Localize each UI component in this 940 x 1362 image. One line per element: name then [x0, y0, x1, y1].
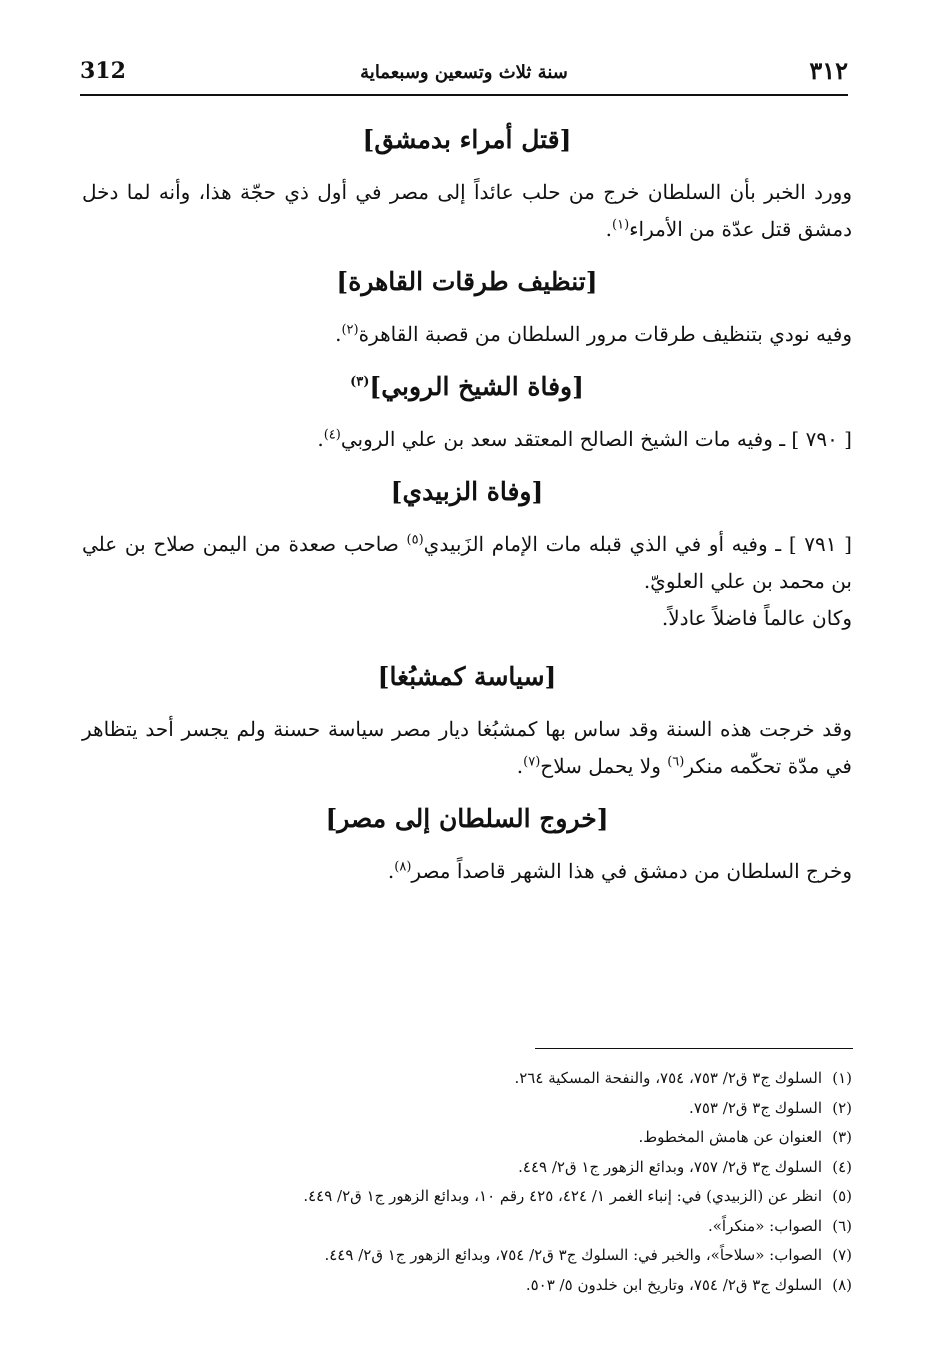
- footnote-text: السلوك ج٣ ق٢/ ٧٥٣.: [689, 1098, 822, 1117]
- header-rule: [80, 94, 848, 96]
- paragraph: [82, 711, 852, 785]
- section-heading: [تنظيف طرقات القاهرة]: [336, 267, 598, 296]
- footnote: [150, 1123, 852, 1153]
- footnote-mark: (٢): [832, 1098, 852, 1117]
- page-number-arabic: ٣١٢: [809, 56, 848, 85]
- section-heading: [خروج السلطان إلى مصر]: [325, 804, 609, 833]
- footnote-mark: (٣): [832, 1128, 852, 1146]
- footnote-mark: (٥): [832, 1187, 852, 1205]
- footnote-ref[interactable]: (٣): [350, 374, 370, 390]
- section-heading: [82, 365, 852, 409]
- footnote-mark: (١): [832, 1069, 852, 1087]
- paragraph: [82, 174, 852, 248]
- paragraph-text: ولا يحمل سلاح: [540, 754, 661, 778]
- footnote-ref[interactable]: (٦): [667, 754, 685, 770]
- footnote-ref[interactable]: (٤): [323, 427, 341, 443]
- paragraph-text: وورد الخبر بأن السلطان خرج من حلب عائداً إلى مصر في أول ذي حجّة هذا، وأنه لما دخل دمشق قتل عدّة من الأمراء: [82, 180, 852, 241]
- running-header: [80, 56, 848, 96]
- footnote-ref[interactable]: (٨): [394, 859, 412, 875]
- footnote: [150, 1212, 852, 1242]
- footnote-ref[interactable]: (٧): [523, 754, 541, 770]
- footnotes: [150, 1064, 852, 1300]
- footnote: [150, 1241, 852, 1271]
- section-heading: [قتل أمراء بدمشق]: [362, 125, 572, 154]
- footnote-mark: (٦): [832, 1216, 852, 1235]
- paragraph: [82, 853, 852, 890]
- footnote-text: السلوك ج٣ ق٢/ ٧٥٣، ٧٥٤، والنفحة المسكية ٢٦٤.: [514, 1069, 822, 1087]
- footnote-ref[interactable]: (٢): [341, 322, 359, 338]
- paragraph: وكان عالماً فاضلاً عادلاً.: [661, 606, 852, 630]
- footnote-text: الصواب: «سلاحاً»، والخبر في: السلوك ج٣ ق٢/ ٧٥٤، وبدائع الزهور ج١ ق٢/ ٤٤٩.: [324, 1246, 822, 1264]
- footnote-text: السلوك ج٣ ق٢/ ٧٥٤، وتاريخ ابن خلدون ٥/ ٥٠٣.: [525, 1275, 822, 1294]
- paragraph-tail: .: [335, 322, 342, 346]
- footnote: [150, 1094, 852, 1124]
- paragraph-text: وخرج السلطان من دمشق في هذا الشهر قاصداً مصر: [411, 859, 852, 883]
- footnote: [150, 1153, 852, 1183]
- footnote-mark: (٨): [832, 1275, 852, 1294]
- paragraph-text: [ ٧٩١ ] ـ وفيه أو في الذي قبله مات الإمام الزَبيدي: [423, 532, 852, 556]
- paragraph-text: صاحب صعدة من اليمن صلاح بن علي بن محمد بن علي العلويّ.: [82, 532, 852, 593]
- section-heading: [سياسة كمشبُغا]: [377, 662, 557, 691]
- footnote-separator: [535, 1048, 853, 1049]
- paragraph: [82, 526, 852, 600]
- paragraph: [82, 421, 852, 458]
- footnote: [150, 1182, 852, 1212]
- footnote-mark: (٤): [832, 1157, 852, 1176]
- footnote-mark: (٧): [832, 1246, 852, 1264]
- paragraph-text: [ ٧٩٠ ] ـ وفيه مات الشيخ الصالح المعتقد سعد بن علي الروبي: [340, 427, 852, 451]
- paragraph-tail: .: [317, 427, 324, 451]
- paragraph-tail: .: [387, 859, 395, 883]
- footnote-text: الصواب: «منكراً».: [707, 1216, 822, 1235]
- paragraph: [82, 316, 852, 353]
- section-heading: [وفاة الزبيدي]: [390, 477, 544, 506]
- footnote-text: العنوان عن هامش المخطوط.: [638, 1128, 822, 1146]
- paragraph-text: وقد خرجت هذه السنة وقد ساس بها كمشبُغا ديار مصر سياسة حسنة ولم يجسر أحد يتظاهر في مدّة تحكّمه منكر: [82, 717, 852, 778]
- footnote: [150, 1271, 852, 1301]
- footnote-ref[interactable]: (٥): [406, 532, 424, 548]
- footnote-ref[interactable]: (١): [612, 217, 630, 233]
- main-text: [82, 118, 852, 890]
- paragraph-text: وفيه نودي بتنظيف طرقات مرور السلطان من قصبة القاهرة: [358, 322, 852, 346]
- section-heading-text: [وفاة الشيخ الروبي]: [369, 372, 584, 401]
- footnote: [150, 1064, 852, 1094]
- footnote-text: انظر عن (الزبيدي) في: إنباء الغمر ١/ ٤٢٤، ٤٢٥ رقم ١٠، وبدائع الزهور ج١ ق٢/ ٤٤٩.: [303, 1187, 822, 1205]
- running-title: سنة ثلاث وتسعين وسبعماية: [360, 62, 568, 83]
- paragraph-tail: .: [516, 754, 524, 778]
- paragraph-tail: .: [605, 217, 613, 241]
- footnote-text: السلوك ج٣ ق٢/ ٧٥٧، وبدائع الزهور ج١ ق٢/ ٤٤٩.: [518, 1157, 822, 1176]
- page-number-latin: 312: [80, 58, 126, 84]
